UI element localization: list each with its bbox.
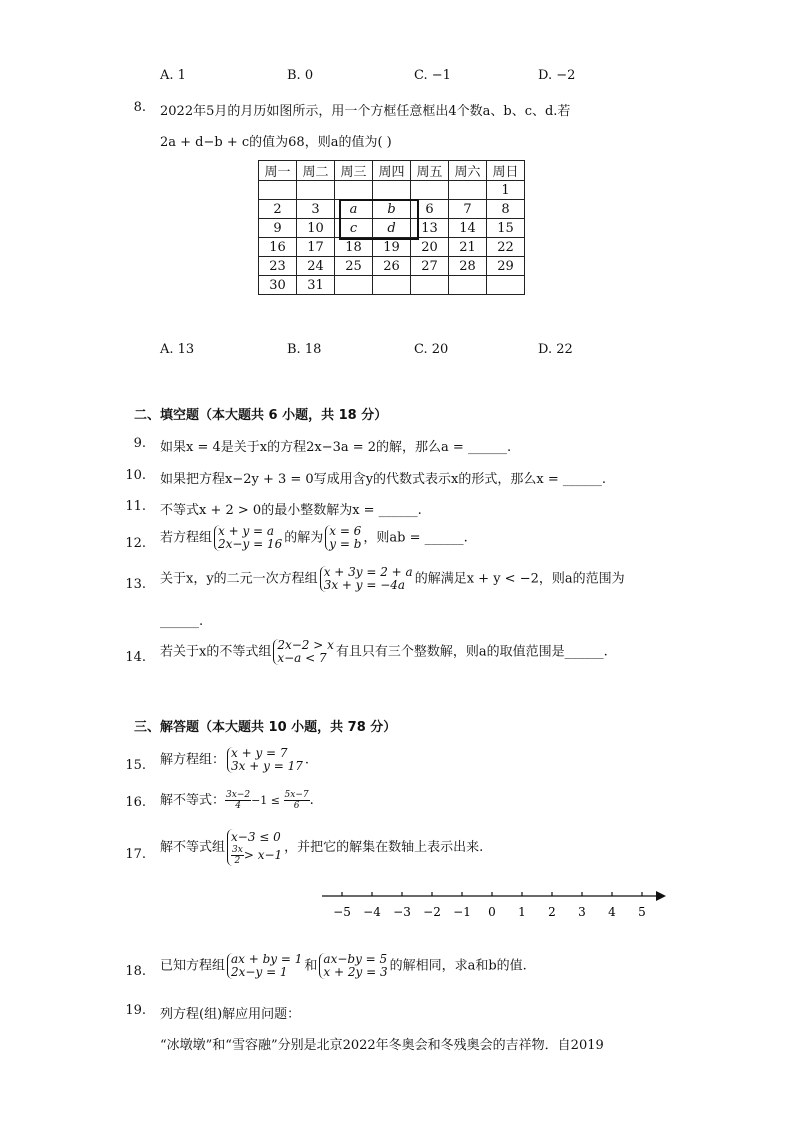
calendar-cell: 29 bbox=[487, 257, 525, 276]
q8-text-line1: 2022年5月的月历如图所示，用一个方框任意框出4个数a、b、c、d.若 bbox=[160, 104, 571, 119]
calendar-cell: 7 bbox=[449, 200, 487, 219]
q14-system bbox=[273, 639, 334, 665]
q14-text bbox=[160, 639, 608, 665]
q14-system-row1: 2x−2 > x bbox=[277, 638, 334, 652]
calendar-cell: 2 bbox=[259, 200, 297, 219]
q17-suffix: ，并把它的解集在数轴上表示出来. bbox=[284, 840, 484, 855]
calendar-row bbox=[259, 238, 525, 257]
q17-fraction bbox=[231, 845, 244, 866]
q14-prefix: 若关于x的不等式组 bbox=[160, 644, 272, 660]
number-line-tick-label: 2 bbox=[548, 905, 556, 919]
q18-system-a-row1: ax + by = 1 bbox=[231, 952, 303, 966]
q15-text bbox=[160, 747, 309, 773]
q17-system-row2-rest: > x−1 bbox=[243, 848, 283, 862]
q18-number: 18. bbox=[125, 964, 146, 979]
q14-suffix: 有且只有三个整数解，则a的取值范围是______. bbox=[335, 644, 608, 660]
q14-system-row2: x−a < 7 bbox=[277, 651, 327, 665]
number-line-tick-label: −4 bbox=[363, 905, 381, 919]
calendar-header-cell: 周二 bbox=[297, 161, 335, 181]
q15-system-row1: x + y = 7 bbox=[231, 746, 288, 760]
q13-suffix: 的解满足x + y < −2，则a的范围为 bbox=[414, 571, 625, 587]
calendar-row bbox=[259, 276, 525, 295]
calendar-cell: 21 bbox=[449, 238, 487, 257]
calendar-cell: 25 bbox=[335, 257, 373, 276]
calendar-cell: 26 bbox=[373, 257, 411, 276]
calendar-cell: 17 bbox=[297, 238, 335, 257]
number-line-tick-label: 5 bbox=[638, 905, 646, 919]
selection-box bbox=[339, 199, 419, 240]
number-line-tick-label: 1 bbox=[518, 905, 526, 919]
q12-text bbox=[160, 525, 468, 551]
number-line-tick-label: −3 bbox=[393, 905, 411, 919]
q17-system-row1: x−3 ≤ 0 bbox=[231, 830, 281, 844]
calendar-cell: 14 bbox=[449, 219, 487, 238]
calendar-cell-b: b bbox=[373, 200, 411, 219]
calendar-cell: 16 bbox=[259, 238, 297, 257]
q12-suffix: ，则ab = ______. bbox=[363, 530, 468, 546]
q12-middle: 的解为 bbox=[284, 530, 324, 546]
q17-text bbox=[160, 829, 483, 866]
number-line-tick-label: 0 bbox=[488, 905, 496, 919]
q15-suffix: . bbox=[304, 752, 309, 768]
q9-text: 如果x = 4是关于x的方程2x−3a = 2的解，那么a = ______. bbox=[160, 440, 512, 455]
q17-prefix: 解不等式组 bbox=[160, 840, 226, 855]
number-line-tick-label: 3 bbox=[578, 905, 586, 919]
q16-suffix: . bbox=[309, 793, 314, 808]
q7-option-d: D. −2 bbox=[538, 68, 576, 83]
q15-system-row2: 3x + y = 17 bbox=[231, 759, 303, 773]
q17-system bbox=[227, 829, 282, 866]
q16-fraction-left-numerator: 3x−2 bbox=[226, 790, 251, 800]
calendar-cell: 3 bbox=[297, 200, 335, 219]
calendar-cell bbox=[373, 181, 411, 200]
q13-system bbox=[320, 566, 413, 592]
calendar-cell bbox=[449, 181, 487, 200]
calendar-cell: 22 bbox=[487, 238, 525, 257]
calendar-header-cell: 周日 bbox=[487, 161, 525, 181]
q7-option-b: B. 0 bbox=[287, 68, 314, 83]
calendar-cell: 10 bbox=[297, 219, 335, 238]
calendar-cell bbox=[259, 181, 297, 200]
calendar-cell: 28 bbox=[449, 257, 487, 276]
q12-system-b-row1: x = 6 bbox=[329, 524, 362, 538]
calendar-cell: 19 bbox=[373, 238, 411, 257]
calendar-cell: 20 bbox=[411, 238, 449, 257]
calendar-cell: 1 bbox=[487, 181, 525, 200]
q8-number: 8. bbox=[133, 100, 146, 115]
q18-text bbox=[160, 953, 527, 979]
q8-option-b: B. 18 bbox=[287, 342, 322, 357]
number-line-tick-label: −5 bbox=[333, 905, 351, 919]
q12-system-a-row2: 2x−y = 16 bbox=[218, 537, 283, 551]
calendar-cell bbox=[411, 181, 449, 200]
q18-system-a-row2: 2x−y = 1 bbox=[231, 965, 288, 979]
q16-fraction-right-numerator: 5x−7 bbox=[284, 790, 309, 800]
q12-system-a-row1: x + y = a bbox=[218, 524, 275, 538]
q18-system-b bbox=[319, 953, 387, 979]
q16-prefix: 解不等式： bbox=[160, 793, 226, 808]
q17-fraction-numerator: 3x bbox=[232, 845, 243, 855]
q11-number: 11. bbox=[125, 499, 146, 514]
q16-number: 16. bbox=[125, 795, 146, 810]
q8-option-c: C. 20 bbox=[414, 342, 449, 357]
calendar-cell-c: c bbox=[335, 219, 373, 238]
q16-fraction-left-denominator: 4 bbox=[235, 801, 241, 811]
calendar-cell bbox=[411, 276, 449, 295]
q8-text-line2: 2a + d−b + c的值为68，则a的值为( ) bbox=[160, 135, 392, 150]
calendar-header-cell: 周三 bbox=[335, 161, 373, 181]
section-heading-solve: 三、解答题（本大题共 10 小题，共 78 分） bbox=[134, 720, 397, 735]
q13-prefix: 关于x，y的二元一次方程组 bbox=[160, 571, 318, 587]
q18-system-a bbox=[227, 953, 302, 979]
calendar-cell: 13 bbox=[411, 219, 449, 238]
q8-option-a: A. 13 bbox=[160, 342, 195, 357]
calendar-cell bbox=[297, 181, 335, 200]
q12-system-b-row2: y = b bbox=[329, 537, 362, 551]
q18-suffix: 的解相同，求a和b的值. bbox=[389, 958, 527, 974]
calendar-cell-a: a bbox=[335, 200, 373, 219]
q7-option-c: C. −1 bbox=[414, 68, 451, 83]
q16-fraction-right bbox=[284, 790, 310, 811]
number-line-arrow bbox=[656, 891, 666, 901]
calendar-header-cell: 周五 bbox=[411, 161, 449, 181]
q15-system bbox=[227, 747, 303, 773]
q18-middle: 和 bbox=[304, 958, 318, 974]
calendar-cell bbox=[373, 276, 411, 295]
q11-text: 不等式x + 2 > 0的最小整数解为x = ______. bbox=[160, 503, 422, 518]
calendar-cell: 30 bbox=[259, 276, 297, 295]
q12-system-b bbox=[325, 525, 361, 551]
number-line-tick-label: 4 bbox=[608, 905, 616, 919]
calendar-cell: 9 bbox=[259, 219, 297, 238]
q9-number: 9. bbox=[133, 436, 146, 451]
calendar-cell: 23 bbox=[259, 257, 297, 276]
q14-number: 14. bbox=[125, 650, 146, 665]
q13-number: 13. bbox=[125, 577, 146, 592]
calendar-row bbox=[259, 257, 525, 276]
q13-system-row2: 3x + y = −4a bbox=[323, 578, 406, 592]
q12-number: 12. bbox=[125, 536, 146, 551]
q16-fraction-right-denominator: 6 bbox=[293, 801, 300, 811]
calendar-cell: 31 bbox=[297, 276, 335, 295]
q18-prefix: 已知方程组 bbox=[160, 958, 226, 974]
q13-system-row1: x + 3y = 2 + a bbox=[323, 565, 413, 579]
q18-system-b-row2: x + 2y = 3 bbox=[323, 965, 388, 979]
number-line-tick-label: −1 bbox=[453, 905, 471, 919]
number-line-tick-label: −2 bbox=[423, 905, 441, 919]
q7-option-a: A. 1 bbox=[160, 68, 186, 83]
calendar-cell bbox=[449, 276, 487, 295]
q18-system-b-row1: ax−by = 5 bbox=[323, 952, 388, 966]
q16-middle: −1 ≤ bbox=[251, 794, 284, 807]
q10-text: 如果把方程x−2y + 3 = 0写成用含y的代数式表示x的形式，那么x = ______. bbox=[160, 472, 606, 487]
q17-fraction-denominator: 2 bbox=[234, 856, 241, 866]
calendar-cell-d: d bbox=[373, 219, 411, 238]
q16-text bbox=[160, 789, 314, 811]
q19-number: 19. bbox=[125, 1003, 146, 1018]
q19-text-line2: “冰墩墩”和“雪容融”分别是北京2022年冬奥会和冬残奥会的吉祥物．自2019 bbox=[160, 1038, 604, 1053]
q19-text: 列方程(组)解应用问题： bbox=[160, 1007, 301, 1022]
calendar-cell: 8 bbox=[487, 200, 525, 219]
calendar-cell bbox=[335, 181, 373, 200]
q12-system-a bbox=[214, 525, 282, 551]
calendar-cell: 15 bbox=[487, 219, 525, 238]
calendar-header-cell: 周六 bbox=[449, 161, 487, 181]
number-line bbox=[318, 884, 670, 922]
calendar-cell: 6 bbox=[411, 200, 449, 219]
calendar-cell bbox=[335, 276, 373, 295]
q13-text bbox=[160, 566, 625, 592]
calendar-cell: 18 bbox=[335, 238, 373, 257]
q17-number: 17. bbox=[125, 847, 146, 862]
q15-number: 15. bbox=[125, 758, 146, 773]
q12-prefix: 若方程组 bbox=[160, 530, 213, 546]
calendar-cell: 24 bbox=[297, 257, 335, 276]
q8-option-d: D. 22 bbox=[538, 342, 573, 357]
q10-number: 10. bbox=[125, 468, 146, 483]
q16-fraction-left bbox=[225, 790, 251, 811]
q17-system-row2 bbox=[231, 845, 282, 866]
q15-prefix: 解方程组： bbox=[160, 752, 226, 768]
calendar-cell bbox=[487, 276, 525, 295]
calendar-header-cell: 周四 bbox=[373, 161, 411, 181]
calendar-header-row bbox=[259, 161, 525, 181]
calendar-row bbox=[259, 181, 525, 200]
calendar-cell: 27 bbox=[411, 257, 449, 276]
calendar-header-cell: 周一 bbox=[259, 161, 297, 181]
q13-answer-blank: ______. bbox=[160, 614, 204, 629]
section-heading-fill-in: 二、填空题（本大题共 6 小题，共 18 分） bbox=[134, 408, 388, 423]
